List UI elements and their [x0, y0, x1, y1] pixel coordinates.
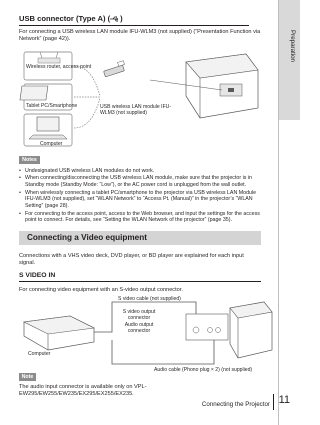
page-number: 11: [278, 394, 290, 406]
wireless-link-lines: [74, 66, 100, 128]
svideo-computer-label: Computer: [28, 351, 51, 357]
section-banner-title: Connecting a Video equipment: [27, 233, 147, 242]
footer-divider: [273, 394, 274, 410]
usb-module-label: USB wireless LAN module IFU-WLM3 (not supplied): [100, 104, 172, 117]
svideo-cable-label: S video cable (not supplied): [118, 296, 181, 302]
computer-label: Computer: [40, 141, 63, 147]
note-body-text: The audio input connector is available only on VPL-EW295/EW255/EW235/EX295/EX255/EX235.: [19, 384, 147, 398]
note-badge: Note: [19, 373, 36, 381]
note-item: • For connecting to the access point, access to the Web browser, and input the settings for the access point to connect. For details, see “Setting the WLAN Network of the projector” (page 35).: [19, 211, 263, 225]
connector-panel: [186, 314, 228, 340]
note-item: • When wirelessly connecting a tablet PC/smartphone to the projector via USB wireless LAN Module IFU-WLM3 (not supplied), set “WLAN Network” to “Access Pt. (Manual)” in the projector’s “WLAN Setting” (page 28).: [19, 190, 263, 210]
usb-heading-close: ): [120, 14, 123, 23]
svideo-heading: S VIDEO IN: [19, 272, 261, 279]
usb-heading-text: USB connector (Type A) (: [19, 14, 111, 23]
section-tab-label: Preparation: [289, 30, 296, 62]
wireless-router-label: Wireless router, access point: [26, 64, 92, 70]
svideo-output-label: S video output connector: [122, 309, 156, 322]
audio-cable-label: Audio cable (Phono plug × 2) (not supplied): [154, 367, 253, 373]
projector-illustration-2: [230, 302, 272, 358]
video-intro-text: Connections with a VHS video deck, DVD player, or BD player are explained for each input signal.: [19, 253, 244, 267]
notes-badge: Notes: [19, 156, 40, 164]
usb-module-illustration: [104, 61, 125, 77]
svideo-body-text: For connecting video equipment with an S-video output connector.: [19, 287, 183, 293]
dvd-player-illustration: [24, 316, 94, 350]
note-item: • Undesignated USB wireless LAN modules do not work.: [19, 168, 263, 175]
tablet-label: Tablet PC/Smartphone: [26, 103, 78, 109]
audio-output-label: Audio output connector: [124, 322, 154, 335]
note-item: • When connecting/disconnecting the USB wireless LAN module, make sure that the projector is in Standby mode (Standby Mode: “Low”), or the AC power cord is unplugged from the wall outlet.: [19, 175, 263, 189]
section-banner: [19, 231, 261, 245]
notes-list: [19, 168, 263, 225]
footer-title: Connecting the Projector: [201, 401, 270, 408]
usb-body-text: For connecting a USB wireless LAN module IFU-WLM3 (not supplied) (“Presentation Function via Network” (page 42)).: [19, 29, 261, 43]
